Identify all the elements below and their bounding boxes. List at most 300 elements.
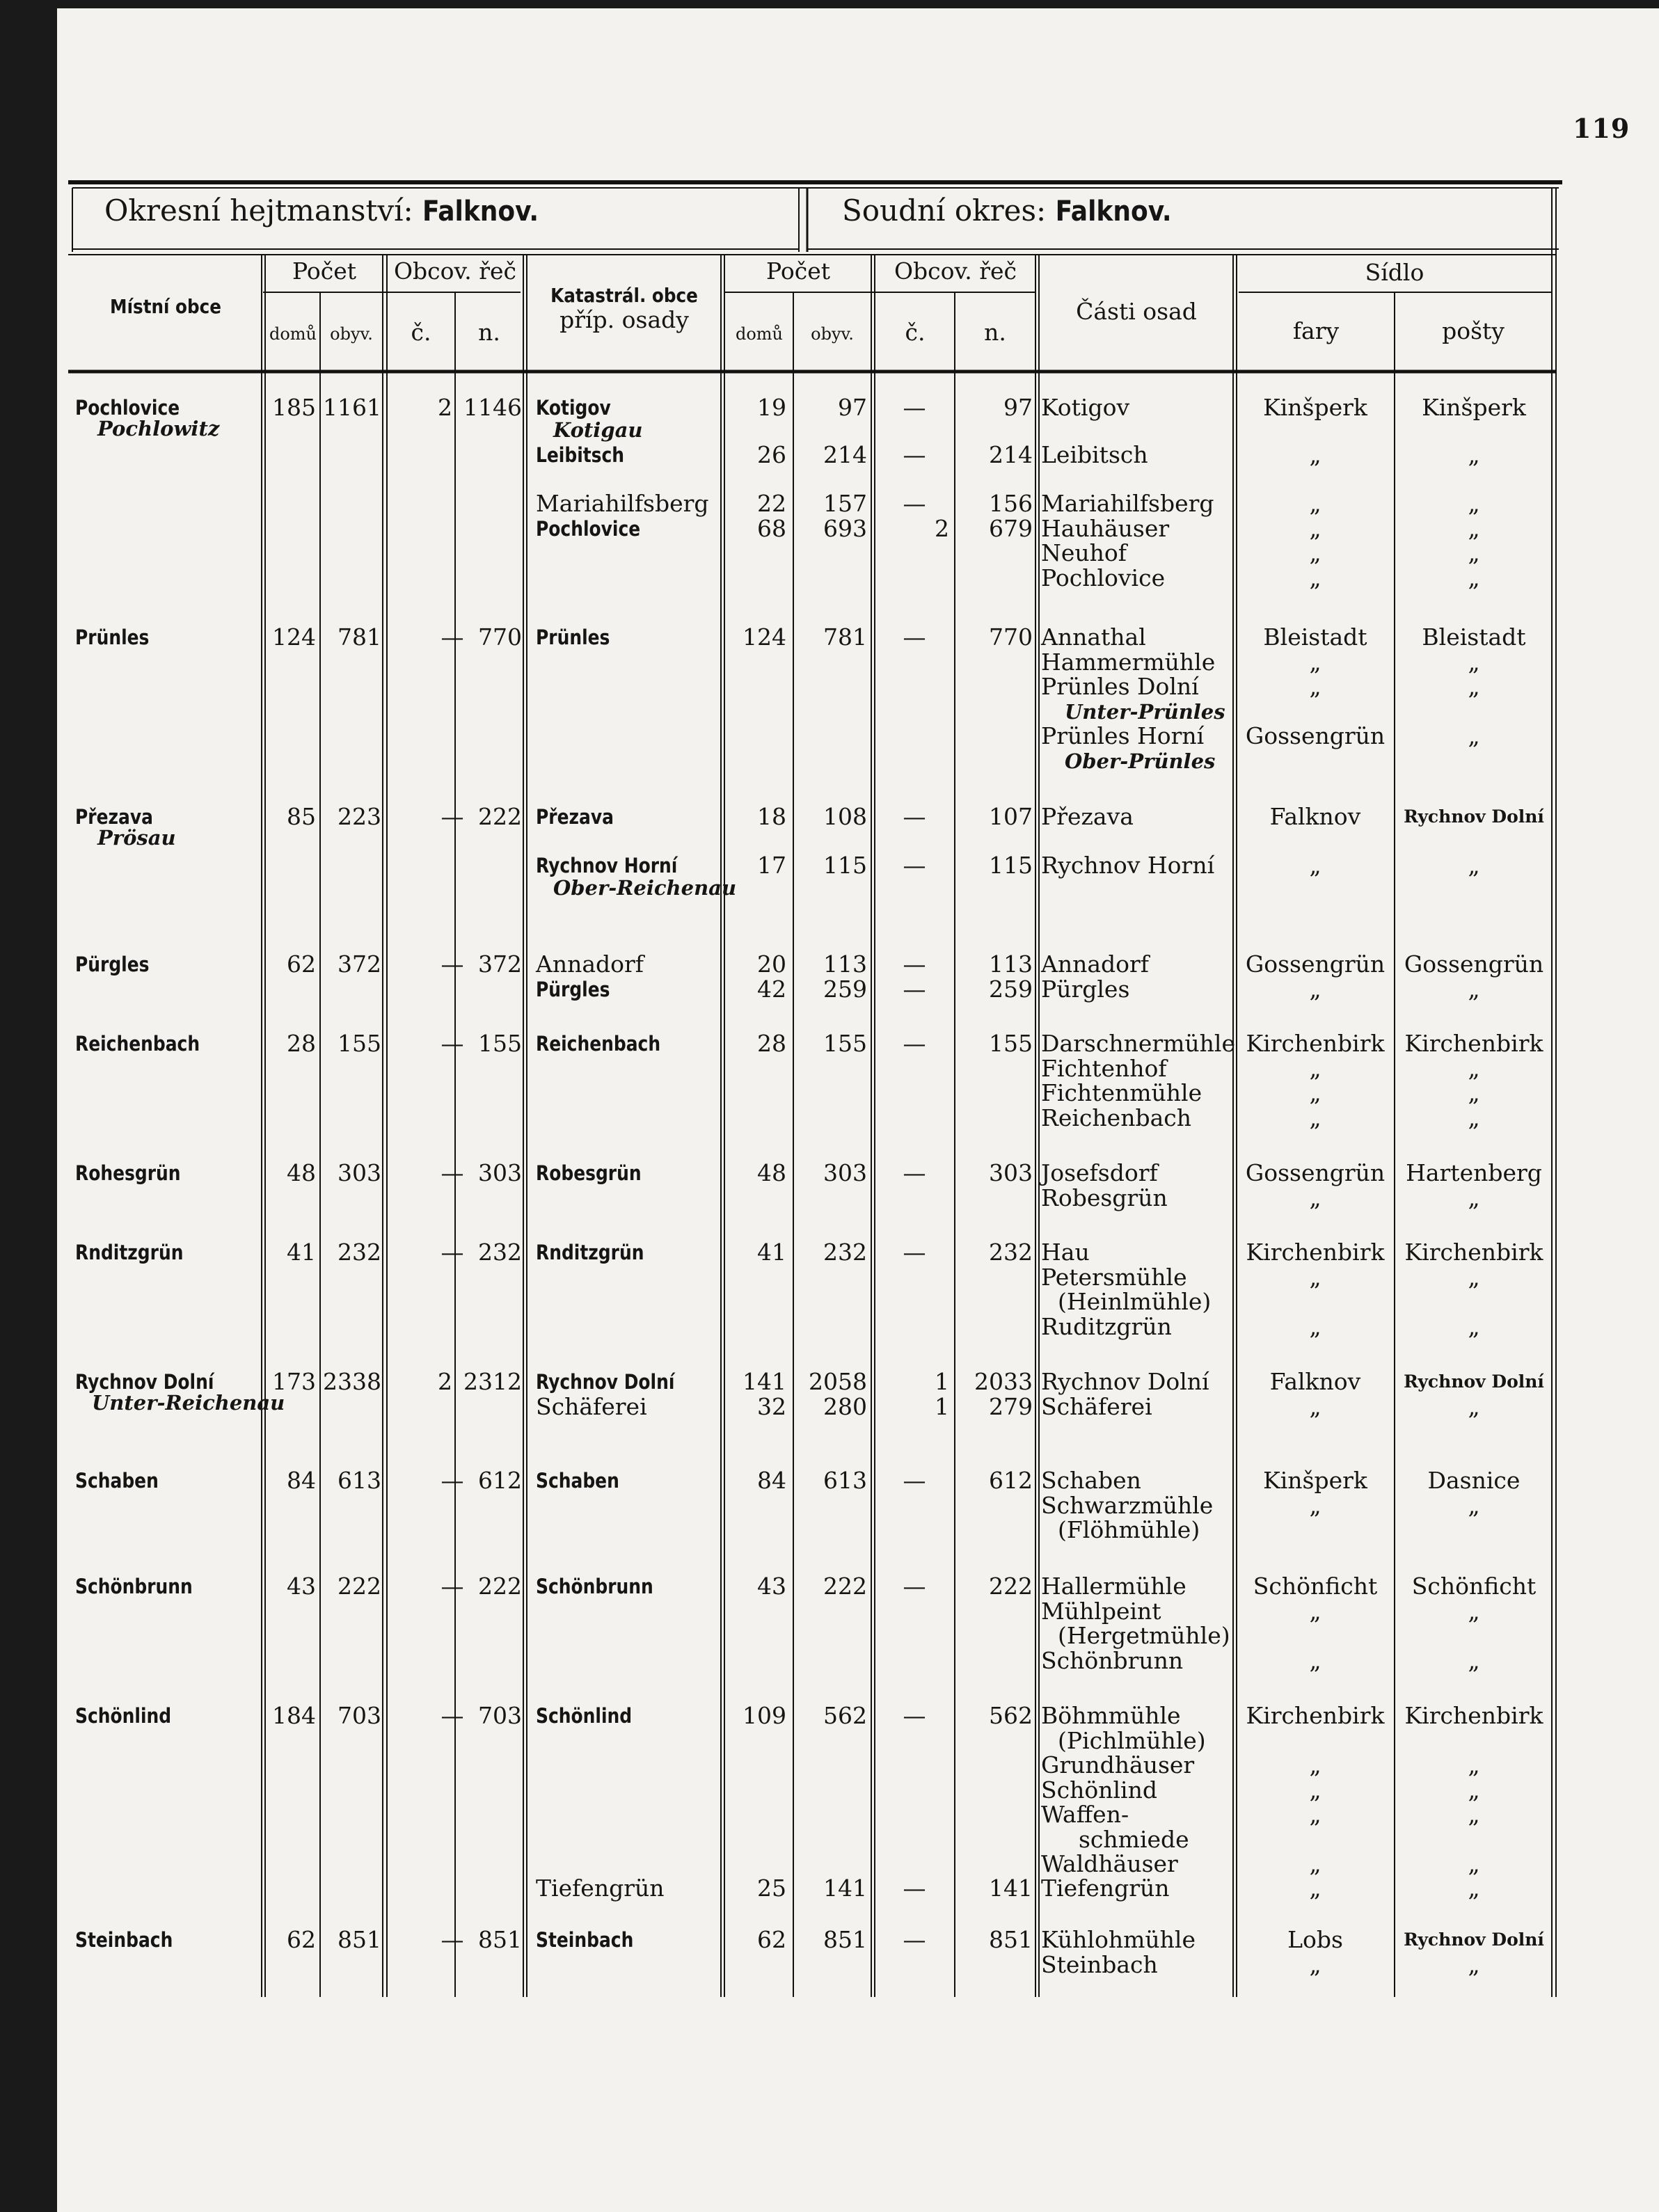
obec-n: 372 xyxy=(478,950,522,978)
katastr-n: 107 xyxy=(989,803,1033,830)
katastr-obyv: 157 xyxy=(823,490,867,517)
katastr-name: Kotigov xyxy=(536,396,611,420)
obec-obyv: 781 xyxy=(338,623,381,651)
cast-osady: Hau xyxy=(1041,1239,1090,1266)
posta: „ xyxy=(1468,1751,1480,1779)
posta: Gossengrün xyxy=(1404,950,1544,978)
obec-c: — xyxy=(440,803,464,830)
posta: „ xyxy=(1468,975,1480,1003)
col-domu-1: domů xyxy=(269,324,317,344)
fara: „ xyxy=(1309,1104,1321,1131)
posta: Kinšperk xyxy=(1422,394,1526,421)
katastr-obyv: 97 xyxy=(838,394,867,421)
katastr-domu: 28 xyxy=(757,1030,786,1057)
cast-osady: Schwarzmühle xyxy=(1041,1491,1214,1519)
katastr-name: Přezava xyxy=(536,805,614,829)
fara: „ xyxy=(1309,852,1321,879)
cast-osady: (Heinlmühle) xyxy=(1058,1288,1212,1315)
katastr-obyv: 115 xyxy=(823,852,867,879)
cast-osady: Pochlovice xyxy=(1041,564,1166,591)
katastr-domu: 43 xyxy=(757,1573,786,1600)
posta: Hartenberg xyxy=(1406,1159,1542,1186)
katastr-domu: 62 xyxy=(757,1926,786,1953)
obec-domu: 184 xyxy=(272,1702,316,1729)
fara: „ xyxy=(1309,1263,1321,1291)
katastr-name: Reichenbach xyxy=(536,1032,661,1056)
obec-c: — xyxy=(440,623,464,651)
col-sidlo: Sídlo xyxy=(1365,259,1424,286)
katastr-n: 851 xyxy=(989,1926,1033,1953)
obec-name-de: Prösau xyxy=(97,825,176,850)
katastr-name: Robesgrün xyxy=(536,1161,642,1185)
fara: „ xyxy=(1309,1184,1321,1211)
katastr-name-de: Ober-Reichenau xyxy=(553,875,737,900)
obec-obyv: 155 xyxy=(338,1030,381,1057)
cast-osady: Přezava xyxy=(1041,803,1134,830)
obec-obyv: 1161 xyxy=(323,394,381,421)
katastr-name: Tiefengrün xyxy=(536,1875,665,1902)
katastr-domu: 19 xyxy=(757,394,786,421)
district-label: Okresní hejtmanství: xyxy=(104,193,413,228)
katastr-obyv: 613 xyxy=(823,1467,867,1494)
col-c-1: č. xyxy=(411,319,431,346)
katastr-name: Mariahilfsberg xyxy=(536,490,709,517)
katastr-domu: 22 xyxy=(757,490,786,517)
obec-n: 222 xyxy=(478,1573,522,1600)
obec-n: 612 xyxy=(478,1467,522,1494)
obec-obyv: 851 xyxy=(338,1926,381,1953)
fara: Kirchenbirk xyxy=(1246,1030,1385,1057)
fara: „ xyxy=(1309,673,1321,700)
obec-c: — xyxy=(440,1159,464,1186)
katastr-domu: 18 xyxy=(757,803,786,830)
posta: „ xyxy=(1468,564,1480,591)
katastr-c: — xyxy=(903,394,926,421)
obec-domu: 173 xyxy=(272,1368,316,1395)
posta: „ xyxy=(1468,514,1480,542)
katastr-n: 2033 xyxy=(974,1368,1033,1395)
cast-osady: Schönbrunn xyxy=(1041,1646,1184,1674)
obec-c: — xyxy=(440,1702,464,1729)
posta: Dasnice xyxy=(1427,1467,1521,1494)
fara: „ xyxy=(1309,441,1321,468)
obec-c: — xyxy=(440,1467,464,1494)
cast-osady: Hallermühle xyxy=(1041,1573,1186,1600)
cast-osady: Prünles Dolní xyxy=(1041,673,1199,700)
fara: Schönficht xyxy=(1253,1573,1378,1600)
col-katastral-2: příp. osady xyxy=(559,306,689,333)
katastr-domu: 17 xyxy=(757,852,786,879)
katastr-c: — xyxy=(903,1239,926,1266)
posta: Schönficht xyxy=(1411,1573,1537,1600)
col-n-2: n. xyxy=(984,319,1006,346)
cast-osady: Schäferei xyxy=(1041,1392,1152,1420)
cast-osady: (Hergetmühle) xyxy=(1058,1622,1230,1649)
katastr-domu: 42 xyxy=(757,975,786,1003)
col-c-2: č. xyxy=(905,319,926,346)
katastr-obyv: 781 xyxy=(823,623,867,651)
obec-obyv: 232 xyxy=(338,1239,381,1266)
katastr-obyv: 141 xyxy=(823,1875,867,1902)
obec-n: 770 xyxy=(478,623,522,651)
obec-obyv: 2338 xyxy=(323,1368,381,1395)
katastr-c: 1 xyxy=(935,1392,949,1420)
katastr-c: — xyxy=(903,803,926,830)
obec-n: 155 xyxy=(478,1030,522,1057)
katastr-n: 770 xyxy=(989,623,1033,651)
obec-domu: 43 xyxy=(287,1573,316,1600)
col-obcov-2: Obcov. řeč xyxy=(894,257,1017,285)
posta: „ xyxy=(1468,1597,1480,1625)
katastr-n: 303 xyxy=(989,1159,1033,1186)
obec-domu: 185 xyxy=(272,394,316,421)
cast-osady: Schaben xyxy=(1041,1467,1141,1494)
posta: „ xyxy=(1468,1850,1480,1877)
cast-osady: Petersmühle xyxy=(1041,1263,1187,1291)
katastr-n: 679 xyxy=(989,514,1033,542)
district-header xyxy=(104,193,539,228)
obec-name: Rohesgrün xyxy=(75,1161,181,1185)
obec-name: Reichenbach xyxy=(75,1032,200,1056)
col-katastral-1: Katastrál. obce xyxy=(550,284,698,307)
obec-domu: 84 xyxy=(287,1467,316,1494)
posta: „ xyxy=(1468,673,1480,700)
obec-name-de: Unter-Reichenau xyxy=(92,1390,285,1415)
katastr-name: Pürgles xyxy=(536,977,610,1001)
obec-name: Rychnov Dolní xyxy=(75,1370,214,1394)
katastr-domu: 68 xyxy=(757,514,786,542)
obec-n: 2312 xyxy=(463,1368,522,1395)
katastr-obyv: 222 xyxy=(823,1573,867,1600)
posta: Kirchenbirk xyxy=(1404,1030,1543,1057)
obec-c: — xyxy=(440,1239,464,1266)
cast-osady: Annathal xyxy=(1041,623,1146,651)
katastr-n: 141 xyxy=(989,1875,1033,1902)
posta: „ xyxy=(1468,441,1480,468)
katastr-n: 232 xyxy=(989,1239,1033,1266)
posta: „ xyxy=(1468,852,1480,879)
cast-osady: Waldhäuser xyxy=(1041,1850,1178,1877)
cast-osady: Fichtenhof xyxy=(1041,1054,1167,1082)
katastr-domu: 109 xyxy=(743,1702,786,1729)
cast-osady: Hauhäuser xyxy=(1041,514,1170,542)
posta: Rychnov Dolní xyxy=(1404,806,1544,827)
fara: „ xyxy=(1309,1491,1321,1519)
katastr-name-de: Kotigau xyxy=(553,417,643,442)
obec-name: Pochlovice xyxy=(75,396,180,420)
obec-n: 303 xyxy=(478,1159,522,1186)
fara: „ xyxy=(1309,1646,1321,1674)
posta: Bleistadt xyxy=(1422,623,1526,651)
col-mistni-obce: Místní obce xyxy=(110,295,221,318)
obec-domu: 85 xyxy=(287,803,316,830)
fara: „ xyxy=(1309,1079,1321,1106)
fara: Bleistadt xyxy=(1263,623,1367,651)
katastr-c: 1 xyxy=(935,1368,949,1395)
katastr-domu: 124 xyxy=(743,623,786,651)
posta: „ xyxy=(1468,1104,1480,1131)
fara: „ xyxy=(1309,1801,1321,1828)
cast-osady: Josefsdorf xyxy=(1041,1159,1158,1186)
cast-osady: Steinbach xyxy=(1041,1950,1158,1978)
fara: Gossengrün xyxy=(1245,722,1386,749)
posta: „ xyxy=(1468,1801,1480,1828)
fara: „ xyxy=(1309,1751,1321,1779)
posta: Kirchenbirk xyxy=(1404,1239,1543,1266)
col-obyv-2: obyv. xyxy=(811,324,854,344)
cast-osady: Reichenbach xyxy=(1041,1104,1191,1131)
posta: Rychnov Dolní xyxy=(1404,1371,1544,1392)
fara: „ xyxy=(1309,1312,1321,1340)
posta: „ xyxy=(1468,722,1480,749)
obec-name: Schönlind xyxy=(75,1704,172,1728)
fara: „ xyxy=(1309,975,1321,1003)
katastr-n: 214 xyxy=(989,441,1033,468)
obec-domu: 28 xyxy=(287,1030,316,1057)
cast-osady: Darschnermühle xyxy=(1041,1030,1236,1057)
col-domu-2: domů xyxy=(735,324,784,344)
posta: „ xyxy=(1468,1263,1480,1291)
fara: „ xyxy=(1309,1776,1321,1804)
katastr-name: Leibitsch xyxy=(536,443,625,467)
cast-osady: Annadorf xyxy=(1041,950,1149,978)
katastr-c: — xyxy=(903,1467,926,1494)
obec-name: Steinbach xyxy=(75,1928,173,1952)
katastr-obyv: 851 xyxy=(823,1926,867,1953)
posta: „ xyxy=(1468,1054,1480,1082)
katastr-n: 113 xyxy=(989,950,1033,978)
posta: „ xyxy=(1468,490,1480,517)
posta: „ xyxy=(1468,1312,1480,1340)
cast-osady: Hammermühle xyxy=(1041,648,1216,676)
katastr-c: — xyxy=(903,1573,926,1600)
posta: „ xyxy=(1468,1184,1480,1211)
katastr-c: — xyxy=(903,1030,926,1057)
katastr-domu: 20 xyxy=(757,950,786,978)
obec-c: — xyxy=(440,1926,464,1953)
col-obyv-1: obyv. xyxy=(330,324,373,344)
obec-obyv: 303 xyxy=(338,1159,381,1186)
court-header xyxy=(842,193,1172,228)
katastr-domu: 84 xyxy=(757,1467,786,1494)
katastr-c: — xyxy=(903,975,926,1003)
posta: „ xyxy=(1468,648,1480,676)
obec-name: Schönbrunn xyxy=(75,1575,193,1598)
obec-n: 222 xyxy=(478,803,522,830)
col-pocet-2: Počet xyxy=(765,257,830,285)
fara: Falknov xyxy=(1269,803,1361,830)
posta: Rychnov Dolní xyxy=(1404,1929,1544,1950)
posta: Kirchenbirk xyxy=(1404,1702,1543,1729)
katastr-domu: 41 xyxy=(757,1239,786,1266)
cast-osady: Mühlpeint xyxy=(1041,1597,1161,1625)
fara: Gossengrün xyxy=(1245,1159,1386,1186)
katastr-c: — xyxy=(903,1926,926,1953)
obec-obyv: 372 xyxy=(338,950,381,978)
cast-osady: (Pichlmühle) xyxy=(1058,1726,1206,1754)
obec-obyv: 223 xyxy=(338,803,381,830)
obec-name: Pürgles xyxy=(75,953,150,976)
katastr-name: Schönbrunn xyxy=(536,1575,653,1598)
court-value: Falknov. xyxy=(1055,196,1172,228)
col-obcov-1: Obcov. řeč xyxy=(393,257,517,285)
katastr-domu: 141 xyxy=(743,1368,786,1395)
obec-name: Prünles xyxy=(75,626,150,649)
katastr-obyv: 113 xyxy=(823,950,867,978)
fara: „ xyxy=(1309,1850,1321,1877)
katastr-c: — xyxy=(903,490,926,517)
obec-n: 232 xyxy=(478,1239,522,1266)
obec-name: Schaben xyxy=(75,1469,159,1493)
fara: „ xyxy=(1309,1950,1321,1978)
posta: „ xyxy=(1468,539,1480,566)
katastr-obyv: 562 xyxy=(823,1702,867,1729)
col-fary: fary xyxy=(1292,317,1340,344)
fara: Kirchenbirk xyxy=(1246,1239,1385,1266)
katastr-domu: 32 xyxy=(757,1392,786,1420)
katastr-name: Annadorf xyxy=(536,950,644,978)
obec-domu: 62 xyxy=(287,1926,316,1953)
fara: Falknov xyxy=(1269,1368,1361,1395)
katastr-name: Steinbach xyxy=(536,1928,634,1952)
cast-osady: Robesgrün xyxy=(1041,1184,1168,1211)
obec-name: Přezava xyxy=(75,805,153,829)
katastr-n: 156 xyxy=(989,490,1033,517)
cast-osady: Kotigov xyxy=(1041,394,1130,421)
fara: „ xyxy=(1309,1875,1321,1902)
posta: „ xyxy=(1468,1392,1480,1420)
katastr-n: 115 xyxy=(989,852,1033,879)
obec-obyv: 703 xyxy=(338,1702,381,1729)
obec-c: — xyxy=(440,950,464,978)
obec-c: 2 xyxy=(438,1368,452,1395)
fara: Kirchenbirk xyxy=(1246,1702,1385,1729)
katastr-c: — xyxy=(903,1702,926,1729)
cast-osady: (Flöhmühle) xyxy=(1058,1516,1200,1543)
cast-osady: Pürgles xyxy=(1041,975,1130,1003)
col-casti-osad: Části osad xyxy=(1076,298,1197,325)
cast-osady: Rychnov Horní xyxy=(1041,852,1215,879)
page-number: 119 xyxy=(1573,113,1630,144)
katastr-name: Rnditzgrün xyxy=(536,1241,644,1264)
cast-osady: schmiede xyxy=(1079,1825,1189,1853)
katastr-name: Rychnov Horní xyxy=(536,854,678,877)
katastr-c: — xyxy=(903,441,926,468)
obec-obyv: 613 xyxy=(338,1467,381,1494)
katastr-c: — xyxy=(903,623,926,651)
katastr-obyv: 232 xyxy=(823,1239,867,1266)
fara: „ xyxy=(1309,1597,1321,1625)
posta: „ xyxy=(1468,1491,1480,1519)
fara: „ xyxy=(1309,1392,1321,1420)
obec-n: 1146 xyxy=(463,394,522,421)
cast-osady: Mariahilfsberg xyxy=(1041,490,1214,517)
obec-domu: 41 xyxy=(287,1239,316,1266)
posta: „ xyxy=(1468,1646,1480,1674)
col-n-1: n. xyxy=(478,319,500,346)
col-posty: pošty xyxy=(1442,317,1505,344)
katastr-c: — xyxy=(903,950,926,978)
cast-osady: Prünles Horní xyxy=(1041,722,1205,749)
katastr-obyv: 303 xyxy=(823,1159,867,1186)
fara: „ xyxy=(1309,1054,1321,1082)
obec-name: Rnditzgrün xyxy=(75,1241,184,1264)
katastr-name: Schönlind xyxy=(536,1704,633,1728)
cast-osady: Schönlind xyxy=(1041,1776,1157,1804)
katastr-obyv: 2058 xyxy=(809,1368,867,1395)
fara: „ xyxy=(1309,648,1321,676)
katastr-n: 222 xyxy=(989,1573,1033,1600)
katastr-obyv: 108 xyxy=(823,803,867,830)
posta: „ xyxy=(1468,1950,1480,1978)
katastr-name: Schäferei xyxy=(536,1392,647,1420)
katastr-n: 612 xyxy=(989,1467,1033,1494)
katastr-name: Rychnov Dolní xyxy=(536,1370,675,1394)
katastr-obyv: 280 xyxy=(823,1392,867,1420)
posta: „ xyxy=(1468,1875,1480,1902)
cast-osady: Grundhäuser xyxy=(1041,1751,1195,1779)
katastr-obyv: 259 xyxy=(823,975,867,1003)
katastr-n: 562 xyxy=(989,1702,1033,1729)
fara: „ xyxy=(1309,490,1321,517)
cast-osady: Kühlohmühle xyxy=(1041,1926,1196,1953)
katastr-name: Schaben xyxy=(536,1469,619,1493)
cast-osady: Neuhof xyxy=(1041,539,1127,566)
cast-osady: Ober-Prünles xyxy=(1065,749,1216,773)
katastr-domu: 26 xyxy=(757,441,786,468)
obec-domu: 48 xyxy=(287,1159,316,1186)
obec-name-de: Pochlowitz xyxy=(97,416,220,440)
district-value: Falknov. xyxy=(422,196,539,228)
katastr-name: Prünles xyxy=(536,626,610,649)
obec-c: 2 xyxy=(438,394,452,421)
katastr-n: 259 xyxy=(989,975,1033,1003)
katastr-n: 97 xyxy=(1003,394,1033,421)
cast-osady: Böhmmühle xyxy=(1041,1702,1181,1729)
fara: Kinšperk xyxy=(1263,1467,1367,1494)
katastr-c: — xyxy=(903,1159,926,1186)
fara: „ xyxy=(1309,514,1321,542)
fara: „ xyxy=(1309,539,1321,566)
obec-obyv: 222 xyxy=(338,1573,381,1600)
cast-osady: Rychnov Dolní xyxy=(1041,1368,1209,1395)
katastr-obyv: 693 xyxy=(823,514,867,542)
katastr-n: 279 xyxy=(989,1392,1033,1420)
obec-c: — xyxy=(440,1573,464,1600)
katastr-c: — xyxy=(903,852,926,879)
katastr-c: — xyxy=(903,1875,926,1902)
fara: Gossengrün xyxy=(1245,950,1386,978)
fara: Kinšperk xyxy=(1263,394,1367,421)
obec-n: 703 xyxy=(478,1702,522,1729)
fara: „ xyxy=(1309,564,1321,591)
katastr-obyv: 214 xyxy=(823,441,867,468)
obec-domu: 62 xyxy=(287,950,316,978)
cast-osady: Tiefengrün xyxy=(1041,1875,1170,1902)
fara: Lobs xyxy=(1287,1926,1343,1953)
cast-osady: Leibitsch xyxy=(1041,441,1148,468)
obec-n: 851 xyxy=(478,1926,522,1953)
katastr-obyv: 155 xyxy=(823,1030,867,1057)
obec-domu: 124 xyxy=(272,623,316,651)
cast-osady: Waffen- xyxy=(1041,1801,1129,1828)
cast-osady: Unter-Prünles xyxy=(1065,699,1225,724)
posta: „ xyxy=(1468,1079,1480,1106)
court-label: Soudní okres: xyxy=(842,193,1047,228)
col-pocet-1: Počet xyxy=(292,257,356,285)
katastr-c: 2 xyxy=(935,514,949,542)
cast-osady: Ruditzgrün xyxy=(1041,1312,1172,1340)
